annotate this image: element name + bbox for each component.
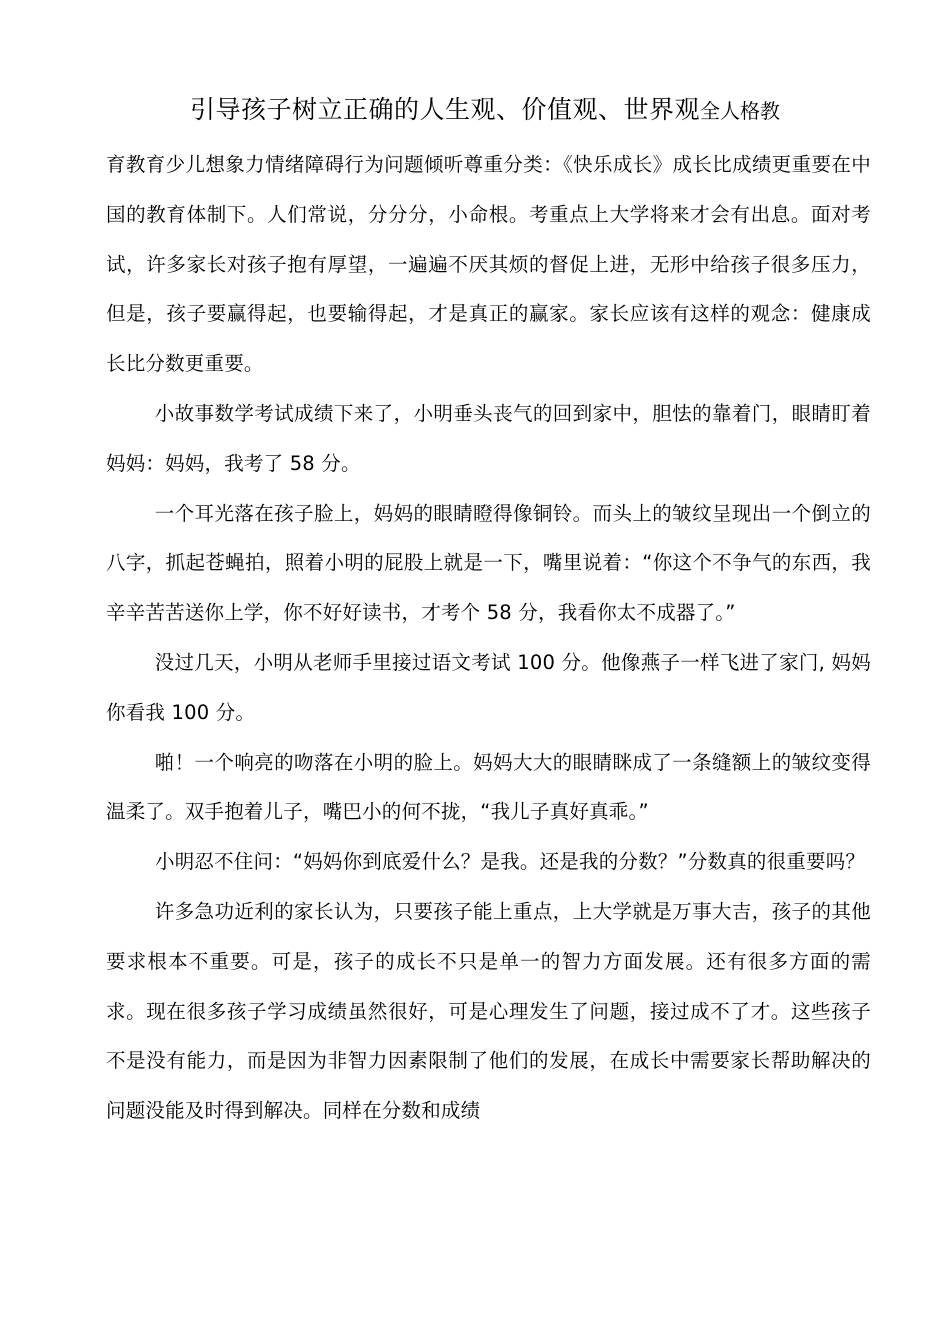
paragraph-intro: 育教育少儿想象力情绪障碍行为问题倾听尊重分类：《快乐成长》成长比成绩更重要在中国的教育体制下。人们常说，分分分，小命根。考重点上大学将来才会有出息。面对考试，许多家长对孩子抱有厚望，一遍遍不厌其烦的督促上进，无形中给孩子很多压力，但是，孩子要赢得起，也要输得起，才是真正的赢家。家长应该有这样的观念：健康成长比分数更重要。 — [106, 153, 871, 376]
paragraph-hundred: 没过几天，小明从老师手里接过语文考试 100 分。他像燕子一样飞进了家门, 妈妈你看我 100 分。 — [106, 650, 871, 724]
document-title — [190, 92, 910, 131]
paragraph-slap: 一个耳光落在孩子脸上，妈妈的眼睛瞪得像铜铃。而头上的皱纹呈现出一个倒立的八字，抓起苍蝇拍，照着小明的屁股上就是一下，嘴里说着：“你这个不争气的东西，我辛辛苦苦送你上学，你不好好读书，才考个 58 分，我看你太不成器了。” — [106, 501, 871, 625]
document-body — [106, 140, 871, 1136]
title-tail-text: 全人格教 — [700, 99, 781, 123]
paragraph-parents: 许多急功近利的家长认为，只要孩子能上重点，上大学就是万事大吉，孩子的其他要求根本不重要。可是，孩子的成长不只是单一的智力方面发展。还有很多方面的需求。现在很多孩子学习成绩虽然很好，可是心理发生了问题，接过成不了才。这些孩子不是没有能力，而是因为非智力因素限制了他们的发展，在成长中需要家长帮助解决的问题没能及时得到解决。同样在分数和成绩 — [106, 899, 871, 1123]
title-main-text: 引导孩子树立正确的人生观、价值观、世界观 — [190, 95, 701, 124]
paragraph-story-start: 小故事数学考试成绩下来了，小明垂头丧气的回到家中，胆怯的靠着门，眼睛盯着妈妈：妈妈，我考了 58 分。 — [106, 401, 871, 475]
paragraph-kiss: 啪！一个响亮的吻落在小明的脸上。妈妈大大的眼睛眯成了一条缝额上的皱纹变得温柔了。双手抱着儿子，嘴巴小的何不拢，“我儿子真好真乖。” — [106, 750, 871, 824]
paragraph-question: 小明忍不住问：“妈妈你到底爱什么？是我。还是我的分数？”分数真的很重要吗？ — [155, 850, 866, 874]
